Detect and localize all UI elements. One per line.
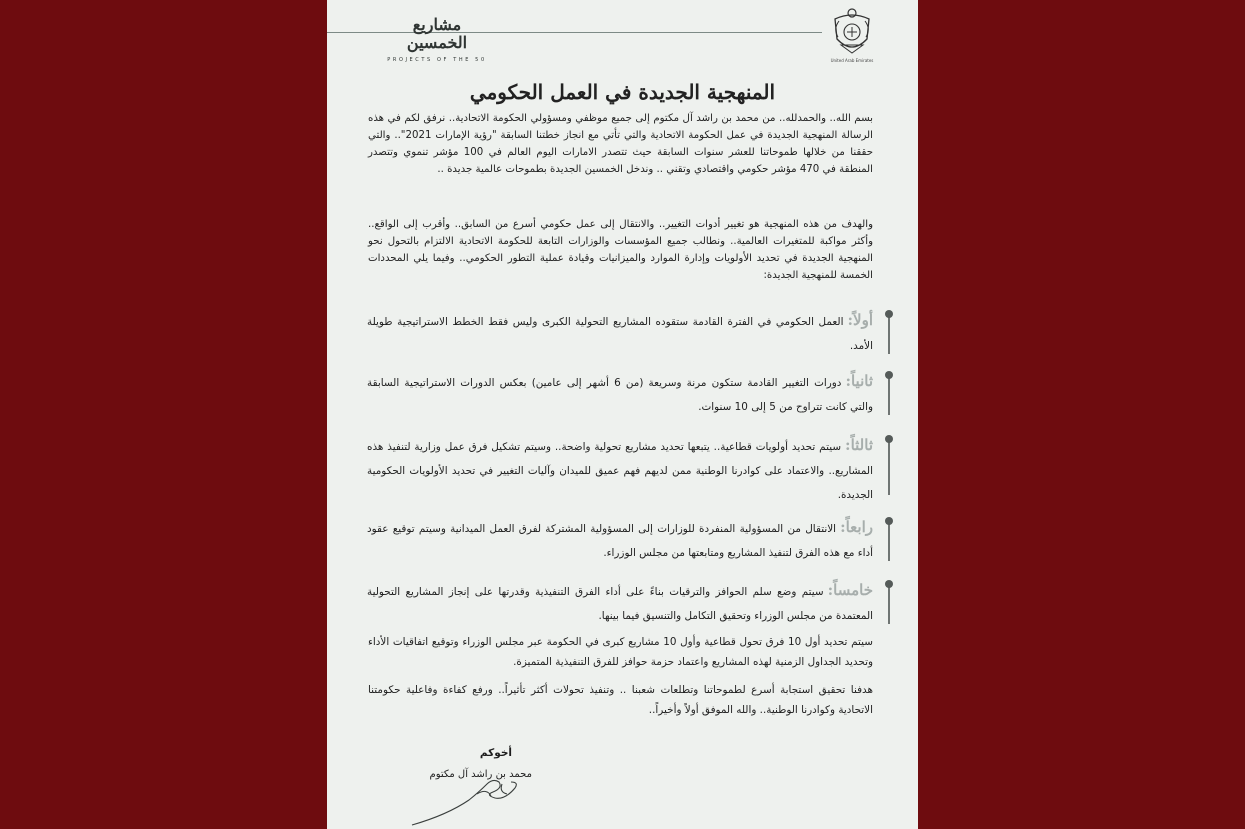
item-text: دورات التغيير القادمة ستكون مرنة وسريعة (من 6 أشهر إلى عامين) بعكس الدورات الاستراتيجية السابقة والتي كانت تتراوح من 5 إلى 10 سنوات. [367, 377, 873, 413]
signoff-greeting: أخوكم [479, 747, 512, 759]
item-text: الانتقال من المسؤولية المنفردة للوزارات إلى المسؤولية المشتركة لفرق العمل الميدانية وسيتم توقيع عقود أداء مع هذه الفرق لتنفيذ المشاريع ومتابعتها من مجلس الوزراء. [367, 523, 873, 559]
item-label: رابعاً: [840, 518, 873, 536]
projects-of-the-50-logo [372, 16, 502, 64]
item-marker-line [888, 584, 890, 624]
signoff-name: محمد بن راشد آل مكتوم [429, 769, 532, 780]
item-text: سيتم وضع سلم الحوافز والترقيات بناءً على أداء الفرق التنفيذية وقدرتها على إنجاز المشاريع التحولية المعتمدة من مجلس الوزراء وتحقيق التكامل والتنسيق فيما بينها. [367, 586, 873, 622]
item-marker-line [888, 314, 890, 354]
bullet-dot-icon [885, 580, 893, 588]
directive-item-2 [367, 369, 890, 419]
bullet-dot-icon [885, 435, 893, 443]
letter-page [327, 0, 918, 829]
item-text: سيتم تحديد أولويات قطاعية.. يتبعها تحديد مشاريع تحولية واضحة.. وسيتم تشكيل فرق عمل وزارية لتنفيذ هذه المشاريع.. والاعتماد على كوادرنا الوطنية ممن لديهم فهم عميق للميدان وآليات التغيير في تحديد الأولويات الحكومية الجديدة. [367, 441, 873, 501]
item-marker-line [888, 439, 890, 495]
logo-arabic-line1: مشاريع [412, 15, 462, 34]
bullet-dot-icon [885, 371, 893, 379]
item-label: أولاً: [847, 311, 873, 329]
directive-item-4 [367, 515, 890, 565]
bullet-dot-icon [885, 310, 893, 318]
item-marker-line [888, 375, 890, 415]
uae-emblem-icon [829, 5, 875, 65]
directive-item-1 [367, 308, 890, 358]
intro-paragraph-1: بسم الله.. والحمدلله.. من محمد بن راشد آل مكتوم إلى جميع موظفي ومسؤولي الحكومة الاتحادية.. نرفق لكم في هذه الرسالة المنهجية الجديدة في عمل الحكومة الاتحادية والتي تأتي مع انجاز خطتنا السابقة "رؤية الإمارات 2021".. والتي حققنا من خلالها طموحاتنا للعشر سنوات السابقة حيث تتصدر الامارات اليوم العالم في 100 مؤشر تنموي وتتصدر المنطقة في 470 مؤشر حكومي واقتصادي وتقني .. وندخل الخمسين الجديدة بطموحات عالمية جديدة .. [368, 113, 873, 175]
intro-paragraph-2: والهدف من هذه المنهجية هو تغيير أدوات التغيير.. والانتقال إلى عمل حكومي أسرع من السابق.. وأقرب إلى الواقع.. وأكثر مواكبة للمتغيرات العالمية.. ونطالب جميع المؤسسات والوزارات التابعة للحكومة الاتحادية الالتزام بالتحول نحو المنهجية الجديدة في تحديد الأولويات وإدارة الموارد والميزانيات وقيادة عملية التطور الحكومي.. وفيما يلي المحددات الخمسة للمنهجية الجديدة: [368, 219, 873, 281]
handwritten-signature-icon [407, 770, 537, 829]
directive-item-3 [367, 433, 890, 507]
item-label: خامساً: [827, 581, 873, 599]
directive-item-5 [367, 578, 890, 628]
header-rule-right [462, 32, 822, 33]
item-label: ثانياً: [845, 372, 873, 390]
closing-paragraph-1: سيتم تحديد أول 10 فرق تحول قطاعية وأول 10 مشاريع كبرى في الحكومة عبر مجلس الوزراء وتوقيع اتفاقيات الأداء وتحديد الجداول الزمنية لهذه المشاريع واعتماد حزمة حوافز للفرق التنفيذية المتميزة. [368, 636, 873, 668]
emblem-caption: United Arab Emirates [830, 58, 874, 63]
logo-english: PROJECTS OF THE 50 [387, 57, 487, 63]
page-title: المنهجية الجديدة في العمل الحكومي [469, 80, 776, 104]
item-marker-line [888, 521, 890, 561]
item-text: العمل الحكومي في الفترة القادمة ستقوده المشاريع التحولية الكبرى وليس فقط الخطط الاستراتيجية طويلة الأمد. [367, 316, 873, 352]
closing-paragraph-2: هدفنا تحقيق استجابة أسرع لطموحاتنا وتطلعات شعبنا .. وتنفيذ تحولات أكثر تأثيراً.. ورفع كفاءة وفاعلية حكومتنا الاتحادية وكوادرنا الوطنية.. والله الموفق أولاً وأخيراً.. [368, 684, 873, 716]
item-label: ثالثاً: [845, 436, 873, 454]
bullet-dot-icon [885, 517, 893, 525]
logo-arabic-line2: الخمسين [406, 33, 468, 52]
